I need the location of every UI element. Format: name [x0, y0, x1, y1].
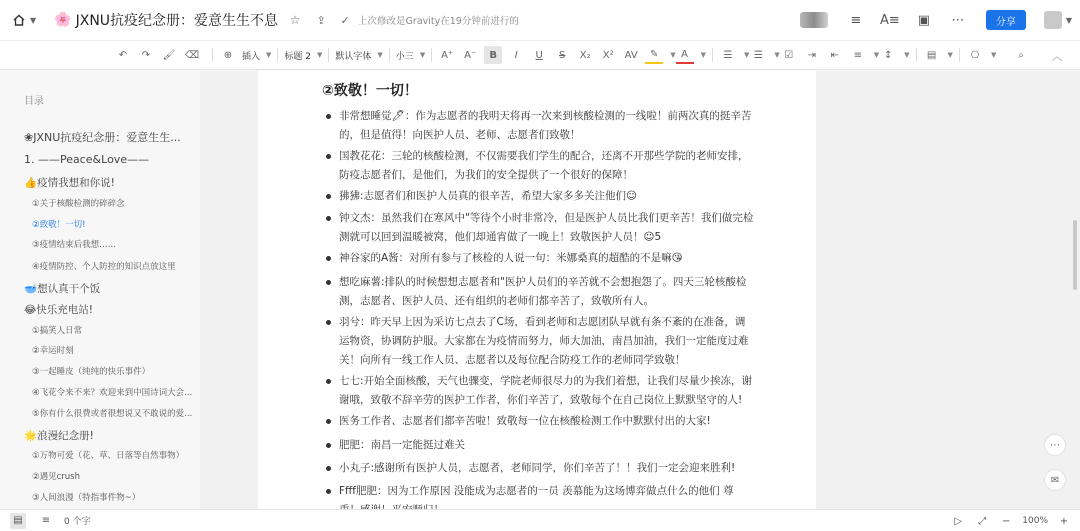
list-item-line: 七七:开始全面核酸，天气也骤变，学院老师很尽力的为我们着想，让我们尽量少挨冻，谢 [339, 375, 753, 387]
chat-icon[interactable]: ✉ [1044, 469, 1066, 491]
user-menu-chevron-icon[interactable]: ▼ [1065, 15, 1072, 25]
list-item-line: 谢哦，致敬不辞辛劳的医护工作者，你们辛苦了，致敬每个在自己岗位上默默坚守的人! [339, 394, 743, 406]
align-icon[interactable]: ≡ [853, 49, 862, 61]
underline-button[interactable]: U [535, 49, 543, 61]
toc-item[interactable]: 🥣想认真干个饭 [24, 283, 101, 295]
list-item-line: 测就可以回到温暖被窝，他们却通宵做了一晚上！致敬医护人员！☺5 [339, 231, 662, 243]
toc-sidebar [0, 71, 200, 509]
more-icon[interactable]: ⋯ [951, 12, 965, 28]
list-item-line: 测，志愿者、医护人员、还有组织的老师们都辛苦了，致敬所有人。 [339, 295, 654, 307]
list-item-line: 钟文杰：虽然我们在寒风中"等待个小时非常冷，但是医护人员比我们更辛苦！我们做完检 [339, 212, 754, 224]
numbered-list-icon[interactable]: ☰ [753, 49, 763, 61]
increase-font-icon[interactable]: A⁺ [441, 49, 454, 61]
bullet-icon [326, 466, 331, 471]
page-view-icon[interactable]: ≡ [41, 515, 51, 526]
format-painter-icon[interactable]: 🖌 [162, 49, 176, 61]
checklist-icon[interactable]: ☑ [784, 49, 794, 61]
toc-item[interactable]: ④疫情防控、个人防控的知识点放这里 [32, 262, 176, 272]
list-item-line: 狒狒:志愿者们和医护人员真的很辛苦，希望大家多多关注他们☺ [339, 190, 637, 202]
zoom-level: 100% [1022, 516, 1048, 526]
subscript-icon[interactable]: X₂ [579, 49, 591, 61]
format-toolbar: ↶ ↷ 🖌 ⌫ ⊕ 插入 ▼ 标题 2 ▼ 默认字体 ▼ 小三 ▼ A⁺ A⁻ B I U S X₂ X² AV ✎ ▼ A ▼ ☰ ▼ ☰ ▼ ☑ ⇥ ⇤ ≡ ▼ ↕ ▼ ▤ ▼ ⎔ ▼ ⌕ ︿ [0, 40, 1080, 70]
bullet-icon [326, 154, 331, 159]
list-item-line: 关！向所有一线工作人员、志愿者以及每位配合防疫工作的老师同学致敬！ [339, 354, 686, 366]
search-icon[interactable]: ⌕ [1018, 49, 1024, 61]
save-status-icon: ✓ [340, 13, 350, 27]
text-format-icon[interactable]: A≡ [879, 12, 900, 28]
toc-item[interactable]: ④飞花令来不来？欢迎来到中国诗词大会... [32, 388, 193, 398]
list-item[interactable] [339, 187, 749, 206]
list-item-line: 国教花花：三轮的核酸检测，不仅需要我们学生的配合，还离不开那些学院的老师安排， [339, 150, 749, 162]
outline-toggle-icon[interactable]: ▤ [10, 513, 26, 529]
list-item-line: 的，但是值得！向医护人员、老师、志愿者们致敬！ [339, 129, 581, 141]
bullet-icon [326, 320, 331, 325]
doc-emoji-icon: 🌸 [54, 12, 72, 28]
list-item-line: 防疫志愿者们，是他们，为我们的安全提供了一个很好的保障！ [339, 169, 633, 181]
list-item[interactable] [339, 372, 753, 410]
list-item-line: 非常想睡觉🖊：作为志愿者的我明天将再一次来到核酸检测的一线啦！前两次真的挺辛苦 [339, 110, 752, 122]
toc-item[interactable]: 😂快乐充电站! [24, 304, 93, 316]
heading-dropdown[interactable]: 标题 2 [284, 51, 311, 62]
toc-title: 目录 [24, 96, 44, 107]
toc-item[interactable]: ③人间浪漫（特指事件物~） [32, 493, 141, 503]
fit-screen-icon[interactable]: ⤢ [978, 515, 987, 527]
toc-item[interactable]: ①搞笑人日常 [32, 326, 83, 336]
list-item-line: 羽兮：昨天早上因为采访七点去了C场，看到老师和志愿团队早就有条不紊的在准备，调 [339, 316, 746, 328]
strikethrough-button[interactable]: S [559, 49, 566, 61]
bullet-icon [326, 280, 331, 285]
toc-item[interactable]: 🌟浪漫纪念册! [24, 430, 94, 442]
word-count: 0 个字 [64, 517, 91, 527]
status-bar [0, 509, 1080, 531]
home-menu-chevron-icon[interactable]: ▼ [30, 15, 37, 25]
list-item[interactable] [339, 209, 754, 247]
italic-button[interactable]: I [514, 49, 518, 61]
star-icon[interactable]: ☆ [289, 13, 301, 27]
list-item[interactable] [339, 459, 749, 478]
toc-item[interactable]: ③一起睡皮（纯纯的快乐事件） [32, 367, 151, 377]
font-color-icon[interactable]: A [676, 46, 694, 64]
top-bar [0, 0, 1080, 40]
bullet-icon [326, 256, 331, 261]
list-item-line: 小丸子:感谢所有医护人员，志愿者，老师同学，你们辛苦了！！我们一定会迎来胜利! [339, 462, 736, 474]
bullet-list-icon[interactable]: ☰ [723, 49, 733, 61]
toc-item[interactable]: 1. ——Peace&Love—— [24, 153, 150, 166]
list-item[interactable] [339, 412, 749, 431]
toc-item[interactable]: ⑤你有什么很费或者很想说又不敢说的爱... [32, 409, 193, 419]
toc-item[interactable]: ①关于核酸检测的碎碎念 [32, 199, 125, 209]
menu-icon[interactable]: ≡ [850, 12, 862, 28]
document-title[interactable]: JXNU抗疫纪念册：爱意生生不息 [75, 13, 279, 29]
bullet-icon [326, 489, 331, 494]
undo-icon[interactable]: ↶ [118, 49, 128, 61]
layout-icon[interactable]: ▤ [926, 49, 937, 61]
bullet-icon [326, 379, 331, 384]
scrollbar[interactable] [1073, 220, 1077, 290]
collapse-toolbar-icon[interactable]: ︿ [1052, 51, 1062, 63]
list-item-line: 肥肥：南昌一定能挺过难关 [339, 439, 465, 451]
bullet-icon [326, 194, 331, 199]
list-item[interactable] [339, 249, 749, 268]
toc-item[interactable]: ②致敬！一切! [32, 220, 86, 230]
list-item-line: 医务工作者、志愿者们都辛苦啦！致敬每一位在核酸检测工作中默默付出的大家! [339, 415, 711, 427]
list-item[interactable] [339, 313, 749, 370]
insert-icon[interactable]: ⊕ [223, 49, 233, 61]
list-item-line: 运物资，协调防护服。大家都在为疫情而努力，师大加油，南昌加油，我们一定能度过难 [339, 335, 749, 347]
zoom-in-icon[interactable]: + [1059, 515, 1069, 527]
user-avatar[interactable] [1044, 11, 1062, 29]
clear-format-icon[interactable]: ⌫ [184, 49, 200, 61]
list-item[interactable] [339, 107, 752, 145]
bullet-icon [326, 216, 331, 221]
toc-item[interactable]: ①万物可爱（花、草、日落等自然事物） [32, 451, 185, 461]
highlight-icon[interactable]: ✎ [645, 46, 663, 64]
toc-item[interactable]: ②遇见crush [32, 472, 80, 482]
list-item[interactable] [339, 147, 749, 185]
insert-dropdown[interactable]: 插入 [242, 51, 261, 62]
list-item[interactable] [339, 436, 749, 455]
indent-icon[interactable]: ⇥ [807, 49, 816, 61]
decrease-font-icon[interactable]: A⁻ [464, 49, 477, 61]
outdent-icon[interactable]: ⇤ [830, 49, 839, 61]
bullet-icon [326, 419, 331, 424]
present-icon[interactable]: ▣ [917, 12, 930, 28]
font-dropdown[interactable]: 默认字体 [335, 51, 372, 62]
bullet-icon [326, 114, 331, 119]
more-options-icon[interactable]: ⋯ [1044, 434, 1066, 456]
redo-icon[interactable]: ↷ [141, 49, 151, 61]
list-item-line: 神谷家的A酱：对所有参与了核检的人说一句：米娜桑真的超酷的不是嘛😘 [339, 252, 683, 264]
zoom-out-icon[interactable]: − [1002, 515, 1011, 527]
bold-button[interactable]: B [484, 46, 502, 64]
play-icon[interactable]: ▷ [954, 515, 963, 527]
superscript-icon[interactable]: X² [602, 49, 614, 61]
list-item-line: Ffff肥肥：因为工作原因 没能成为志愿者的一员 羡慕能为这场博弈做点什么的他们 尊 [339, 485, 734, 497]
line-height-icon[interactable]: ↕ [883, 49, 893, 61]
bullet-icon [326, 443, 331, 448]
share-button[interactable]: 分享 [986, 10, 1026, 30]
list-item-line: 想吃麻薯:排队的时候想想志愿者和"医护人员们的辛苦就不会想抱怨了。四天三轮核酸检 [339, 276, 747, 288]
toc-item[interactable]: ❀JXNU抗疫纪念册：爱意生生... [24, 131, 181, 144]
toc-item[interactable]: ③疫情结束后我想…… [32, 240, 117, 250]
collaborator-avatars[interactable] [800, 12, 828, 28]
list-item[interactable] [339, 273, 749, 311]
home-icon [12, 13, 26, 27]
plugin-icon[interactable]: ⎔ [970, 49, 980, 61]
section-heading[interactable]: ②致敬！一切！ [322, 83, 418, 99]
toc-item[interactable]: ②幸运时刻 [32, 346, 74, 356]
toc-item[interactable]: 👍疫情我想和你说! [24, 177, 115, 189]
spacing-icon[interactable]: AV [624, 49, 638, 61]
share-link-icon[interactable]: ⇪ [316, 13, 326, 27]
save-status: 上次修改是Gravity在19分钟前进行的 [358, 16, 519, 27]
font-size-dropdown[interactable]: 小三 [395, 51, 414, 62]
